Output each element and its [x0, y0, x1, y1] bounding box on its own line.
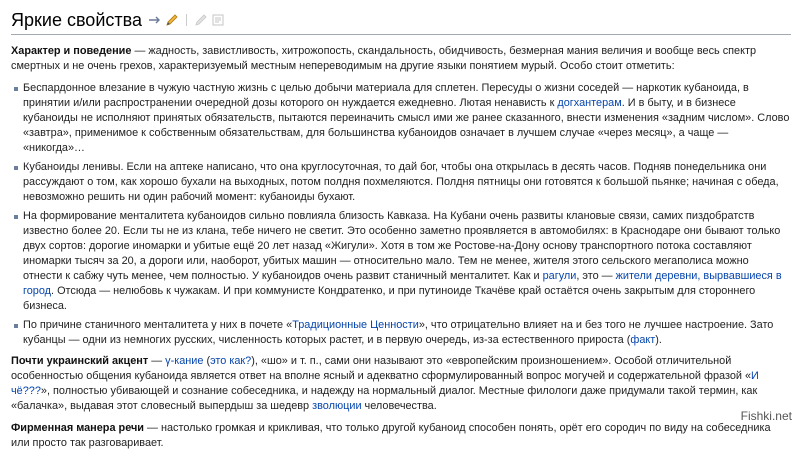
list-item — [11, 81, 791, 156]
paragraph-speech — [11, 421, 791, 451]
arrow-right-icon[interactable] — [148, 13, 162, 27]
paragraph-text: ), «шо» и т. п., сами они называют это «европейским произношением». Особой отличительной особенностью общения кубаноида является ответ на вполне ясный и адекватно сформулированный вопрос могучей и содержательной фразой « — [11, 355, 752, 382]
section-heading — [11, 8, 791, 35]
list-item — [11, 209, 791, 314]
list-item-text: Беспардонное влезание в чужую частную жизнь с целью добычи материала для сплетен. Пересуды о жизни соседей — наркотик кубаноида, в принятии и/или распространении очередной дозы которого он нуждается ежедневно. Лютая ненависть к — [23, 82, 749, 109]
section-heading-icons — [148, 13, 225, 27]
term-accent: Почти украинский акцент — [11, 355, 149, 367]
paragraph-text: человечества. — [361, 400, 437, 412]
link-g-kanie[interactable]: γ-кание — [165, 355, 204, 367]
paragraph-text: — жадность, завистливость, хитрожопость, скандальность, обидчивость, безмерная мания величия и вообще весь спектр смертных и не очень грехов, характеризуемый местным непереводимым на другие языки понятием мурый. Особо стоит отметить: — [11, 45, 757, 72]
link-what-is-it[interactable]: это как? — [210, 355, 252, 367]
section-content — [11, 44, 791, 451]
watermark: Fishki.net — [740, 409, 792, 423]
link-i-che[interactable]: И чё??? — [11, 370, 759, 397]
icon-separator — [186, 14, 187, 26]
list-item — [11, 318, 791, 348]
list-item-text: », что отрицательно влияет на и без того не лучшее настроение. Зато кубанцы — одни из немногих русских, численность которых растет, и в первую очередь, из-за естественного прироста ( — [23, 319, 774, 346]
term-character: Характер и поведение — [11, 45, 132, 57]
list-item-text: ). — [655, 334, 662, 346]
traits-list — [11, 81, 791, 348]
link-traditional-values[interactable]: Традиционные Ценности — [292, 319, 419, 331]
link-village-people[interactable]: жители деревни, вырвавшиеся в город — [23, 270, 782, 297]
link-doghunters[interactable]: догхантерам — [557, 97, 622, 109]
history-disabled-icon — [211, 13, 225, 27]
list-item-text: Кубаноиды ленивы. Если на аптеке написано, что она круглосуточная, то дай бог, чтобы она открылась в десять часов. Подняв понедельника они рассуждают о том, как хорошо бухали на выходных, потом полдня похмеляются. Полдня пятницы они готовятся к большой пьянке; начиная с обеда, невозможно решить ни один рабочий момент: кубаноиды бухают. — [23, 161, 779, 203]
list-item-text: На формирование менталитета кубаноидов сильно повлияла близость Кавказа. На Кубани очень развиты клановые связи, самих пиздобратств известно более 20. Если ты не из клана, тебе ничего не светит. Это особенно заметно проявляется в автомобилях: в Краснодаре они бывают только двух сортов: дорогие иномарки и убитые ещё 20 лет назад «Жигули». Хотя в том же Ростове-на-Дону основу транспортного потока составляют иномарки тысяч за 20, а дороги или, наоборот, убитых машин — относительно мало. Тем не менее, жителя этого сельского мегаполиса можно отнести к сабжу чуть менее, чем полностью. У кубаноидов очень развит станичный менталитет. Как и — [23, 210, 781, 282]
link-fact[interactable]: факт — [630, 334, 656, 346]
paragraph-accent — [11, 354, 791, 414]
edit-disabled-icon — [194, 13, 208, 27]
list-item — [11, 160, 791, 205]
term-speech: Фирменная манера речи — [11, 422, 145, 434]
paragraph-text: ( — [203, 355, 211, 367]
list-item-text: . Отсюда — нелюбовь к чужакам. И при коммунисте Кондратенко, и при путиноиде Ткачёве край остаётся очень закрытым для стороннего бизнеса. — [23, 285, 756, 312]
paragraph-character — [11, 44, 791, 74]
list-item-text: По причине станичного менталитета у них в почете « — [23, 319, 293, 331]
paragraph-text: », полностью убивающей и сознание собеседника, и надежду на нормальный диалог. Местные филологи даже придумали такой термин, как «балачка», выдавая этот словесный выпердыш за шедевр — [11, 385, 758, 412]
pencil-icon[interactable] — [165, 13, 179, 27]
link-evolution[interactable]: зволюции — [312, 400, 362, 412]
list-item-text: , это — — [576, 270, 616, 282]
paragraph-text: — — [148, 355, 166, 367]
article — [11, 8, 791, 458]
paragraph-text: — настолько громкая и крикливая, что только другой кубаноид способен понять, орёт его сородич по виду на собеседника или просто так разговаривает. — [11, 422, 771, 449]
section-title: Яркие свойства — [11, 9, 142, 30]
list-item-text: . И в быту, и в бизнесе кубаноиды не исполняют принятых обязательств, пытаются переиначить смысл ими же ранее сказанного, внести изменения «задним числом». Слово «завтра», применимое к собственным обязательствам, для большинства кубаноидов означает в лучшем случае «через месяц», а чаще — «никогда»… — [23, 97, 790, 154]
link-raguli[interactable]: рагули — [542, 270, 577, 282]
